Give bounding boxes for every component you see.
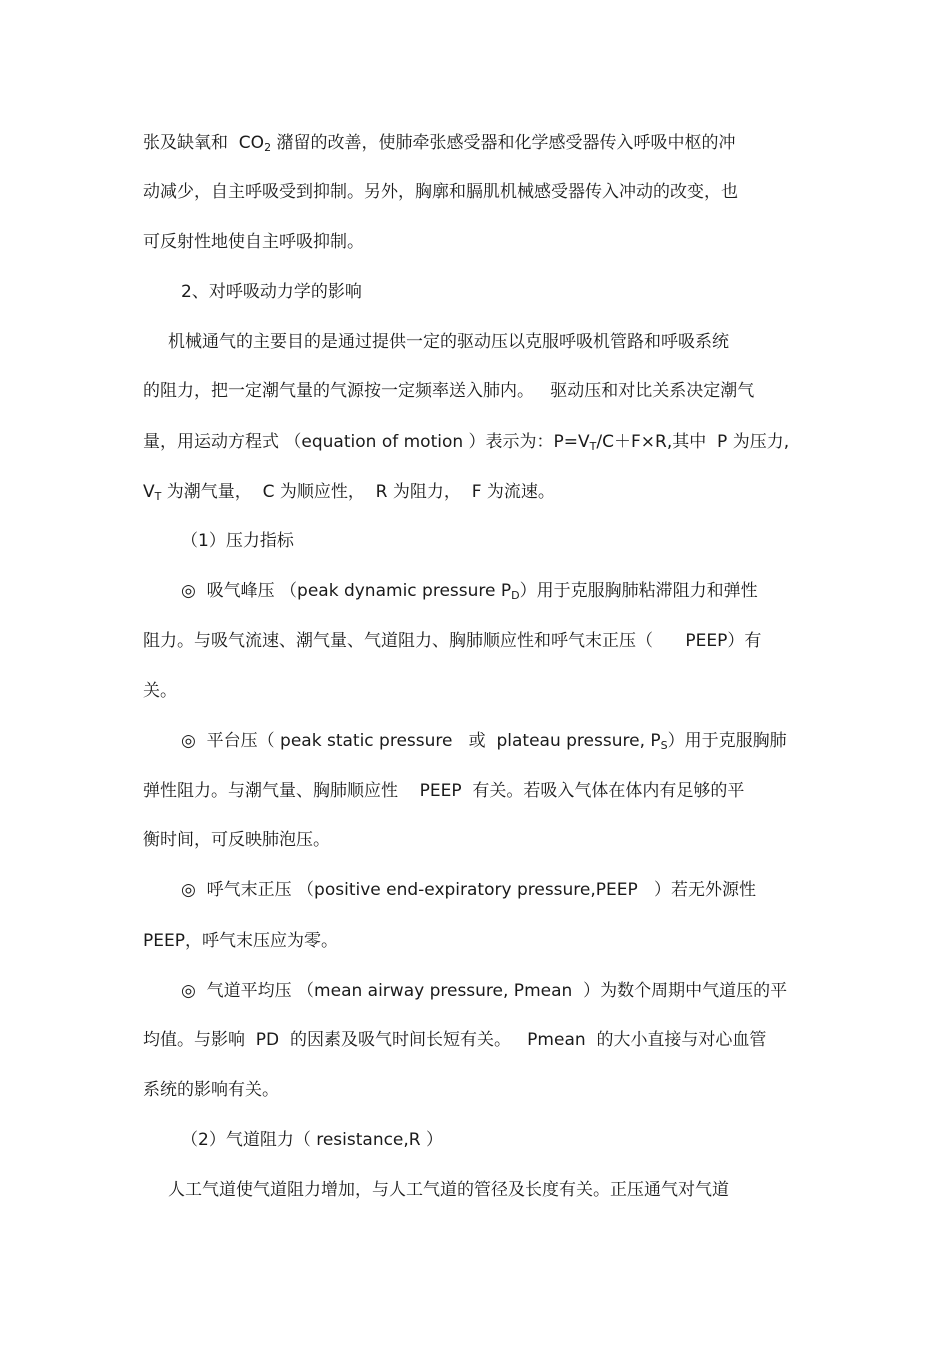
text-line: 关。 (143, 681, 177, 701)
text-line: 弹性阻力。与潮气量、胸肺顺应性 PEEP 有关。若吸入气体在体内有足够的平 (143, 781, 745, 801)
section-heading: 2、对呼吸动力学的影响 (181, 282, 362, 302)
text-line: 衡时间，可反映肺泡压。 (143, 830, 330, 850)
text-line: ◎ 气道平均压 （mean airway pressure, Pmean ）为数个周期中气道压的平 (181, 981, 788, 1001)
text-line: ◎ 平台压（ peak static pressure 或 plateau pressure, $P_S$）用于克服胸肺 (181, 731, 787, 752)
text-line: 人工气道使气道阻力增加，与人工气道的管径及长度有关。正压通气对气道 (168, 1180, 729, 1200)
text-line: ◎ 吸气峰压 （peak dynamic pressure $P_D$）用于克服胸肺粘滞阻力和弹性 (181, 581, 758, 602)
text-line: 阻力。与吸气流速、潮气量、气道阻力、胸肺顺应性和呼气末正压（ PEEP）有 (143, 631, 762, 651)
text-line: 可反射性地使自主呼吸抑制。 (143, 232, 364, 252)
text-line: 量，用运动方程式 （equation of motion ）表示为：$P=V_T/C+F\times R$,其中 P 为压力, (143, 432, 790, 453)
text-line: 系统的影响有关。 (143, 1080, 279, 1100)
subsection-heading: （1）压力指标 (181, 531, 294, 551)
text-line: $V_T$ 为潮气量， C 为顺应性， R 为阻力， F 为流速。 (143, 482, 555, 503)
text-line: 的阻力，把一定潮气量的气源按一定频率送入肺内。 驱动压和对比关系决定潮气 (143, 381, 755, 401)
text-line: 机械通气的主要目的是通过提供一定的驱动压以克服呼吸机管路和呼吸系统 (168, 332, 729, 352)
text-line: PEEP，呼气末压应为零。 (143, 931, 338, 951)
text-line: 均值。与影响 PD 的因素及吸气时间长短有关。 Pmean 的大小直接与对心血管 (143, 1030, 767, 1050)
subsection-heading: （2）气道阻力（ resistance,R ） (181, 1130, 444, 1150)
text-line: 动减少，自主呼吸受到抑制。另外，胸廓和膈肌机械感受器传入冲动的改变，也 (143, 182, 738, 202)
text-line: 张及缺氧和 $CO_2$ 潴留的改善，使肺牵张感受器和化学感受器传入呼吸中枢的冲 (143, 133, 736, 154)
text-line: ◎ 呼气末正压 （positive end-expiratory pressure,PEEP ）若无外源性 (181, 880, 756, 900)
